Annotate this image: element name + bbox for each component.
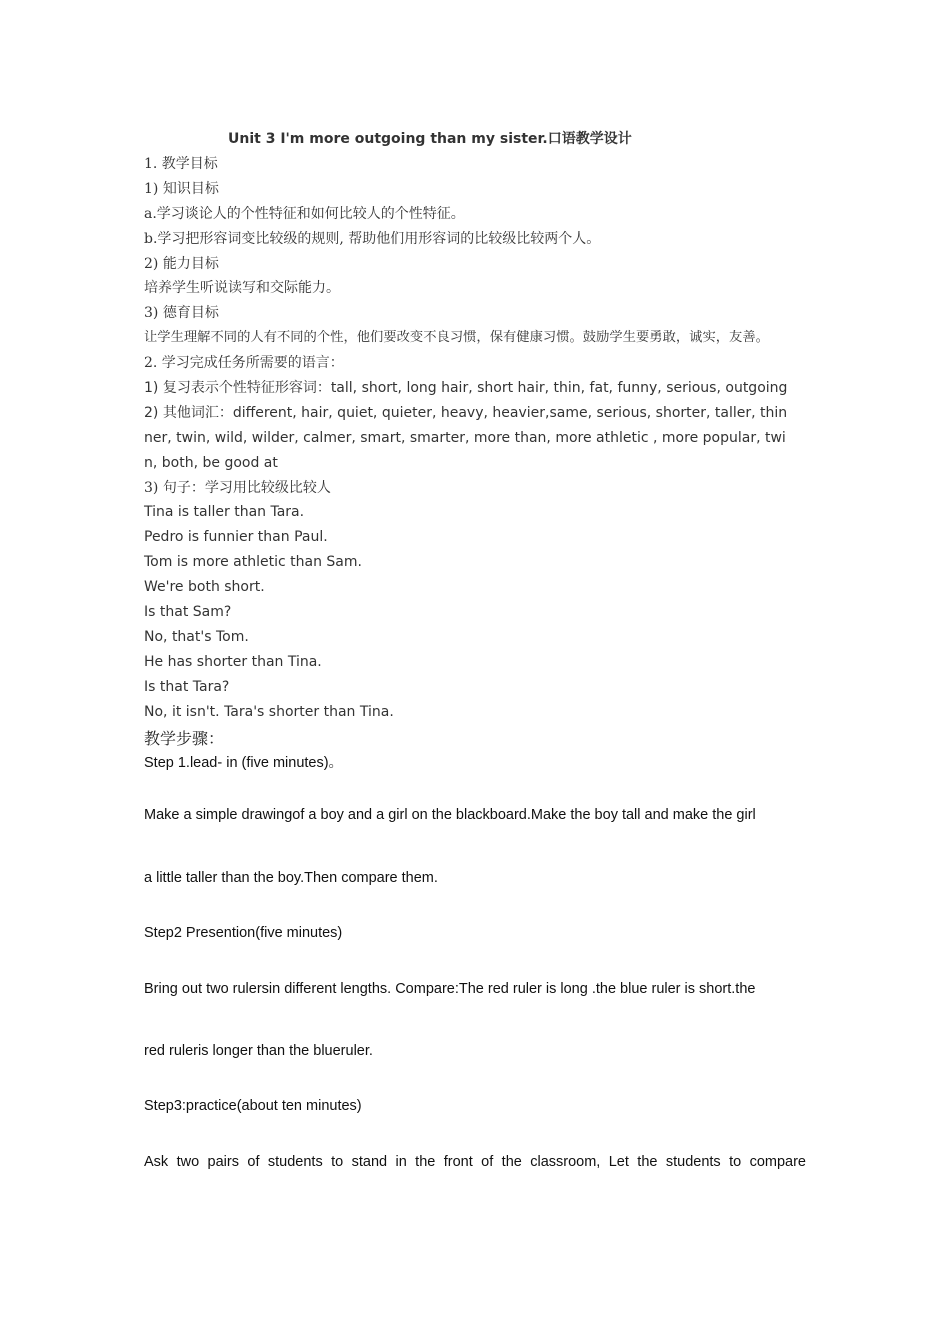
document-title: Unit 3 I'm more outgoing than my sister.口语教学设计 <box>228 131 632 147</box>
text-line: 1) 复习表示个性特征形容词：tall, short, long hair, short hair, thin, fat, funny, serious, outgoing <box>144 380 788 397</box>
text-line: 2) 能力目标 <box>144 255 219 272</box>
step3-title: Step3:practice(about ten minutes) <box>144 1098 362 1114</box>
text-line: 2) 其他词汇：different, hair, quiet, quieter, heavy, heavier,same, serious, shorter, taller, thin <box>144 404 788 421</box>
text-line: Tom is more athletic than Sam. <box>144 554 362 571</box>
step2-line: Bring out two rulersin different lengths. Compare:The red ruler is long .the blue ruler is short.the <box>144 981 756 997</box>
text-line: 1. 教学目标 <box>144 156 218 172</box>
step1-line: Make a simple drawingof a boy and a girl on the blackboard.Make the boy tall and make the girl <box>144 807 756 823</box>
step1-title: Step 1.lead- in (five minutes)。 <box>144 755 344 771</box>
objectives-section <box>144 152 824 724</box>
step2-title: Step2 Presention(five minutes) <box>144 925 343 941</box>
text-line: 让学生理解不同的人有不同的个性，他们要改变不良习惯，保有健康习惯。鼓励学生要勇敢，诚实，友善。 <box>144 330 769 346</box>
text-line: ner, twin, wild, wilder, calmer, smart, smarter, more than, more athletic , more popular, twi <box>144 429 786 446</box>
step2-line: red ruleris longer than the blueruler. <box>144 1043 373 1059</box>
step3-line: Ask two pairs of students to stand in the front of the classroom, Let the students to compare <box>144 1154 806 1170</box>
text-line: n, both, be good at <box>144 454 278 471</box>
text-line: 3) 句子：学习用比较级比较人 <box>144 479 331 496</box>
text-line: Pedro is funnier than Paul. <box>144 529 328 546</box>
text-line: No, it isn't. Tara's shorter than Tina. <box>144 703 394 720</box>
text-line: 3) 德育目标 <box>144 305 219 322</box>
text-line: a.学习谈论人的个性特征和如何比较人的个性特征。 <box>144 205 465 222</box>
step1-line: a little taller than the boy.Then compare them. <box>144 870 438 886</box>
steps-heading: 教学步骤： <box>144 729 225 748</box>
text-line: No, that's Tom. <box>144 628 249 645</box>
text-line: b.学习把形容词变比较级的规则, 帮助他们用形容词的比较级比较两个人。 <box>144 230 601 247</box>
text-line: We're both short. <box>144 579 265 596</box>
text-line: He has shorter than Tina. <box>144 653 322 670</box>
text-line: 1) 知识目标 <box>144 180 219 197</box>
text-line: Tina is taller than Tara. <box>144 504 305 521</box>
text-line: 培养学生听说读写和交际能力。 <box>144 280 340 297</box>
text-line: 2. 学习完成任务所需要的语言： <box>144 355 344 372</box>
text-line: Is that Sam? <box>144 604 232 621</box>
text-line: Is that Tara? <box>144 678 230 695</box>
